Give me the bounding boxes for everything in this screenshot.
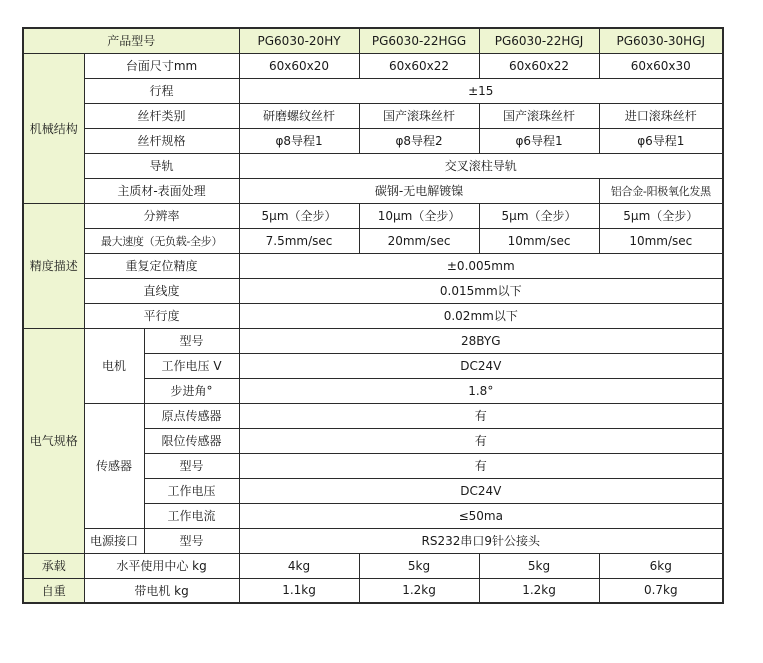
cell-value: 0.7kg	[599, 578, 723, 603]
category-mechanical: 机械结构	[23, 53, 84, 203]
cell-value: 10mm/sec	[479, 228, 599, 253]
table-row	[23, 103, 723, 128]
row-label: 行程	[84, 78, 239, 103]
table-row	[23, 53, 723, 78]
cell-value: RS232串口9针公接头	[239, 528, 723, 553]
cell-value: 有	[239, 403, 723, 428]
cell-value: 5μm（全步）	[479, 203, 599, 228]
cell-value: 4kg	[239, 553, 359, 578]
cell-value: 5kg	[479, 553, 599, 578]
model-header-label: 产品型号	[23, 28, 239, 53]
row-label: 丝杆规格	[84, 128, 239, 153]
row-label: 台面尺寸mm	[84, 53, 239, 78]
header-row	[23, 28, 723, 53]
row-label: 工作电流	[144, 503, 239, 528]
category-weight: 自重	[23, 578, 84, 603]
row-label: 直线度	[84, 278, 239, 303]
cell-value: 1.1kg	[239, 578, 359, 603]
cell-value: 7.5mm/sec	[239, 228, 359, 253]
table-row	[23, 153, 723, 178]
cell-value: 1.2kg	[479, 578, 599, 603]
row-label: 重复定位精度	[84, 253, 239, 278]
cell-value: 0.02mm以下	[239, 303, 723, 328]
spec-table-container	[22, 27, 724, 604]
table-row	[23, 78, 723, 103]
cell-value: 有	[239, 428, 723, 453]
table-row	[23, 178, 723, 203]
cell-value: 5μm（全步）	[239, 203, 359, 228]
cell-value: 研磨螺纹丝杆	[239, 103, 359, 128]
cell-value: 10μm（全步）	[359, 203, 479, 228]
cell-value: 10mm/sec	[599, 228, 723, 253]
cell-value: 20mm/sec	[359, 228, 479, 253]
cell-value: 60x60x20	[239, 53, 359, 78]
row-label: 最大速度（无负载-全步）	[84, 228, 239, 253]
table-row	[23, 528, 723, 553]
category-load: 承载	[23, 553, 84, 578]
cell-value: 60x60x22	[479, 53, 599, 78]
cell-value: 交叉滚柱导轨	[239, 153, 723, 178]
cell-value: 1.2kg	[359, 578, 479, 603]
row-label: 带电机 kg	[84, 578, 239, 603]
row-label: 工作电压 V	[144, 353, 239, 378]
table-row	[23, 553, 723, 578]
model-name: PG6030-22HGG	[359, 28, 479, 53]
table-row	[23, 303, 723, 328]
row-label: 型号	[144, 328, 239, 353]
row-label: 平行度	[84, 303, 239, 328]
cell-value: 国产滚珠丝杆	[479, 103, 599, 128]
cell-value: ±0.005mm	[239, 253, 723, 278]
row-label: 原点传感器	[144, 403, 239, 428]
row-label: 丝杆类别	[84, 103, 239, 128]
cell-value: 1.8°	[239, 378, 723, 403]
row-label: 主质材-表面处理	[84, 178, 239, 203]
model-name: PG6030-22HGJ	[479, 28, 599, 53]
row-label: 型号	[144, 453, 239, 478]
cell-value: 60x60x22	[359, 53, 479, 78]
cell-value: φ6导程1	[599, 128, 723, 153]
cell-value: ≤50ma	[239, 503, 723, 528]
category-electrical: 电气规格	[23, 328, 84, 553]
model-name: PG6030-20HY	[239, 28, 359, 53]
cell-value: 有	[239, 453, 723, 478]
cell-value: 5kg	[359, 553, 479, 578]
table-row	[23, 128, 723, 153]
cell-value: 6kg	[599, 553, 723, 578]
cell-value: 5μm（全步）	[599, 203, 723, 228]
group-label-sensor: 传感器	[84, 403, 144, 528]
table-row	[23, 203, 723, 228]
category-precision: 精度描述	[23, 203, 84, 328]
table-row	[23, 253, 723, 278]
group-label-motor: 电机	[84, 328, 144, 403]
table-row	[23, 328, 723, 353]
cell-value: 铝合金-阳极氧化发黑	[599, 178, 723, 203]
cell-value: DC24V	[239, 478, 723, 503]
cell-value: 进口滚珠丝杆	[599, 103, 723, 128]
cell-value: 国产滚珠丝杆	[359, 103, 479, 128]
model-name: PG6030-30HGJ	[599, 28, 723, 53]
group-label-power: 电源接口	[84, 528, 144, 553]
spec-table	[22, 27, 724, 604]
table-row	[23, 228, 723, 253]
cell-value: 60x60x30	[599, 53, 723, 78]
cell-value: ±15	[239, 78, 723, 103]
table-row	[23, 578, 723, 603]
row-label: 型号	[144, 528, 239, 553]
table-row	[23, 278, 723, 303]
row-label: 步进角°	[144, 378, 239, 403]
cell-value: DC24V	[239, 353, 723, 378]
table-row	[23, 403, 723, 428]
cell-value: 28BYG	[239, 328, 723, 353]
row-label: 分辨率	[84, 203, 239, 228]
row-label: 限位传感器	[144, 428, 239, 453]
row-label: 工作电压	[144, 478, 239, 503]
row-label: 水平使用中心 kg	[84, 553, 239, 578]
row-label: 导轨	[84, 153, 239, 178]
cell-value: φ8导程1	[239, 128, 359, 153]
cell-value: 0.015mm以下	[239, 278, 723, 303]
cell-value: 碳钢-无电解镀镍	[239, 178, 599, 203]
cell-value: φ8导程2	[359, 128, 479, 153]
cell-value: φ6导程1	[479, 128, 599, 153]
